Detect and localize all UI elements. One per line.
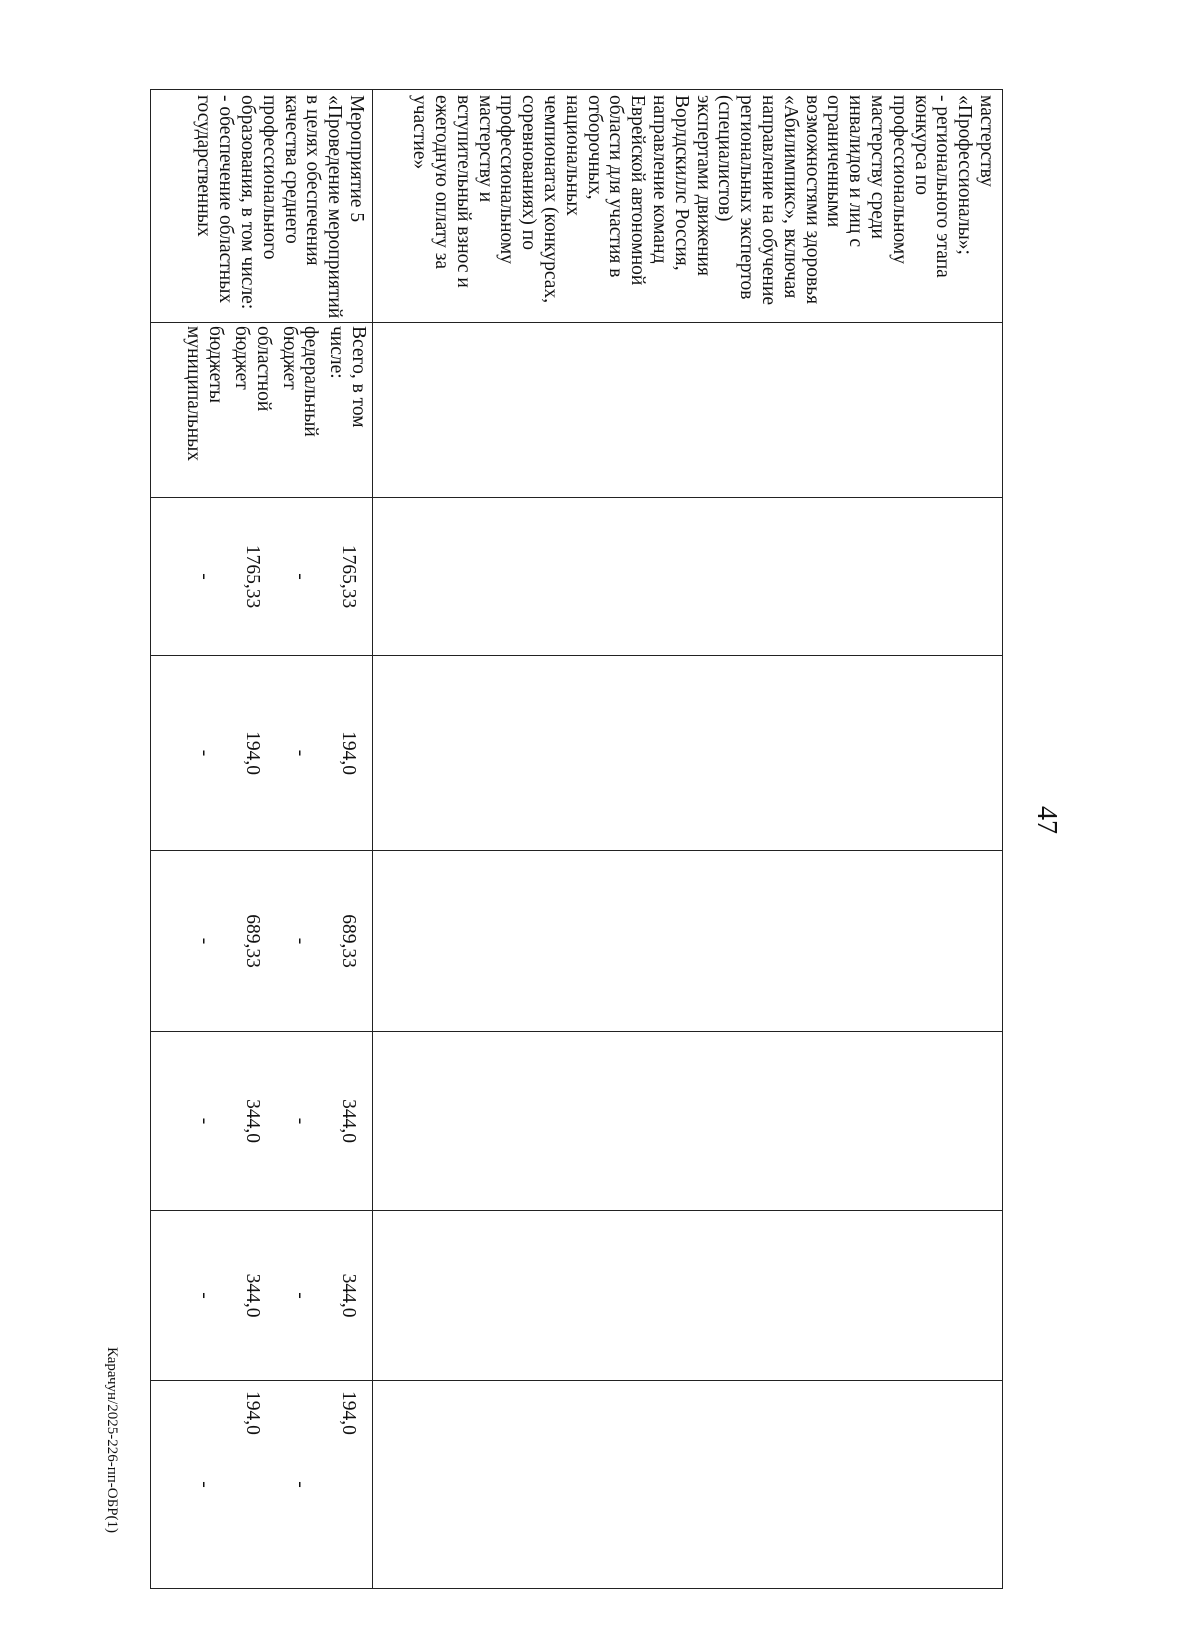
table-value: 689,33 bbox=[338, 914, 359, 968]
funding-source-label: муниципальных bbox=[183, 326, 205, 462]
table-value: - bbox=[290, 937, 311, 945]
text-line: государственных bbox=[193, 95, 215, 237]
empty-cell bbox=[373, 656, 1003, 851]
text-line: направление команд bbox=[649, 95, 671, 264]
table-value: - bbox=[194, 749, 215, 757]
text-line: региональных экспертов bbox=[736, 95, 758, 300]
text-line: «Абилимпикс», включая bbox=[779, 95, 801, 299]
table-value: 344,0 bbox=[338, 1273, 359, 1318]
text-line: ежегодную оплату за bbox=[431, 95, 453, 270]
text-line: мастерству и bbox=[474, 95, 496, 203]
empty-cell bbox=[373, 498, 1003, 656]
text-line: соревнованиях) по bbox=[518, 95, 540, 250]
text-line: чемпионатах (конкурсах, bbox=[540, 95, 562, 304]
measure-description-cell bbox=[151, 90, 373, 323]
table-value: - bbox=[194, 937, 215, 945]
table-value: - bbox=[194, 1481, 215, 1488]
funding-source-list bbox=[183, 323, 372, 497]
text-line: конкурса по bbox=[910, 95, 932, 195]
text-line: участие» bbox=[409, 95, 431, 170]
text-line: «Профессионалы»; bbox=[954, 95, 976, 255]
table-value: 194,0 bbox=[242, 731, 263, 775]
table-value: - bbox=[290, 1292, 311, 1299]
table-value: - bbox=[194, 573, 215, 580]
funding-source-label: бюджеты bbox=[205, 326, 227, 403]
text-line: экспертами движения bbox=[692, 95, 714, 276]
text-line: ограниченными bbox=[823, 95, 845, 228]
text-line: профессионального bbox=[258, 95, 280, 260]
table-value: - bbox=[290, 573, 311, 580]
text-line: возможностями здоровья bbox=[801, 95, 823, 305]
value-column bbox=[151, 656, 373, 851]
text-line: Еврейской автономной bbox=[627, 95, 649, 286]
continuation-row bbox=[373, 90, 1003, 1589]
text-line: образования, в том числе: bbox=[237, 95, 259, 310]
text-line: профессиональному bbox=[888, 95, 910, 264]
table-value: - bbox=[290, 749, 311, 757]
text-line: вступительный взнос и bbox=[452, 95, 474, 288]
empty-cell bbox=[373, 851, 1003, 1032]
funding-source-cell bbox=[151, 323, 373, 498]
text-line: мастерству bbox=[976, 95, 997, 187]
funding-source-label: бюджет bbox=[278, 326, 300, 390]
text-line: Ворлдскиллс Россия, bbox=[670, 95, 692, 271]
document-code: Карачун/2025-226-пп-ОБР(1) bbox=[104, 1346, 120, 1534]
value-column bbox=[151, 1381, 373, 1589]
table-value: 194,0 bbox=[338, 1391, 359, 1435]
text-line: Мероприятие 5 bbox=[346, 95, 367, 223]
funding-source-label: областной bbox=[252, 326, 274, 412]
table-value: 344,0 bbox=[242, 1273, 263, 1318]
empty-cell bbox=[373, 1211, 1003, 1381]
value-column bbox=[151, 1211, 373, 1381]
table-value: - bbox=[290, 1117, 311, 1125]
text-line: профессиональному bbox=[496, 95, 518, 264]
table-value: 1765,33 bbox=[338, 544, 359, 609]
funding-source-label: Всего, в том bbox=[348, 326, 369, 428]
value-column bbox=[151, 498, 373, 656]
continuation-description-cell bbox=[373, 90, 1003, 323]
text-line: (специалистов) bbox=[714, 95, 736, 222]
table-value: - bbox=[194, 1117, 215, 1125]
empty-cell bbox=[373, 1032, 1003, 1211]
table-value: 1765,33 bbox=[242, 544, 263, 609]
measure-row bbox=[151, 90, 373, 1589]
empty-cell bbox=[373, 323, 1003, 498]
table-value: 689,33 bbox=[242, 914, 263, 968]
text-line: отборочных, bbox=[583, 95, 605, 200]
funding-source-label: бюджет bbox=[231, 326, 253, 390]
measure-description bbox=[193, 90, 372, 322]
text-line: мастерству среди bbox=[867, 95, 889, 239]
value-column bbox=[151, 851, 373, 1032]
text-line: - обеспечение областных bbox=[215, 95, 237, 304]
page-number: 47 bbox=[1031, 806, 1062, 834]
text-line: качества среднего bbox=[280, 95, 302, 244]
table-value: 194,0 bbox=[338, 731, 359, 775]
text-line: - регионального этапа bbox=[932, 95, 954, 278]
table-value: 344,0 bbox=[338, 1099, 359, 1143]
funding-source-label: федеральный bbox=[300, 326, 322, 437]
table-value: - bbox=[194, 1292, 215, 1299]
value-column bbox=[151, 1032, 373, 1211]
text-line: инвалидов и лиц с bbox=[845, 95, 867, 248]
continuation-description bbox=[408, 90, 1002, 322]
text-line: национальных bbox=[561, 95, 583, 216]
text-line: «Проведение мероприятий bbox=[324, 95, 346, 319]
table-value: 194,0 bbox=[242, 1391, 263, 1435]
text-line: в целях обеспечения bbox=[302, 95, 324, 266]
text-line: направление на обучение bbox=[758, 95, 780, 306]
text-line: области для участия в bbox=[605, 95, 627, 278]
empty-cell bbox=[373, 1381, 1003, 1589]
table-value: 344,0 bbox=[242, 1099, 263, 1143]
budget-table bbox=[150, 89, 1003, 1589]
table-value: - bbox=[290, 1481, 311, 1488]
funding-source-label: числе: bbox=[326, 326, 348, 379]
